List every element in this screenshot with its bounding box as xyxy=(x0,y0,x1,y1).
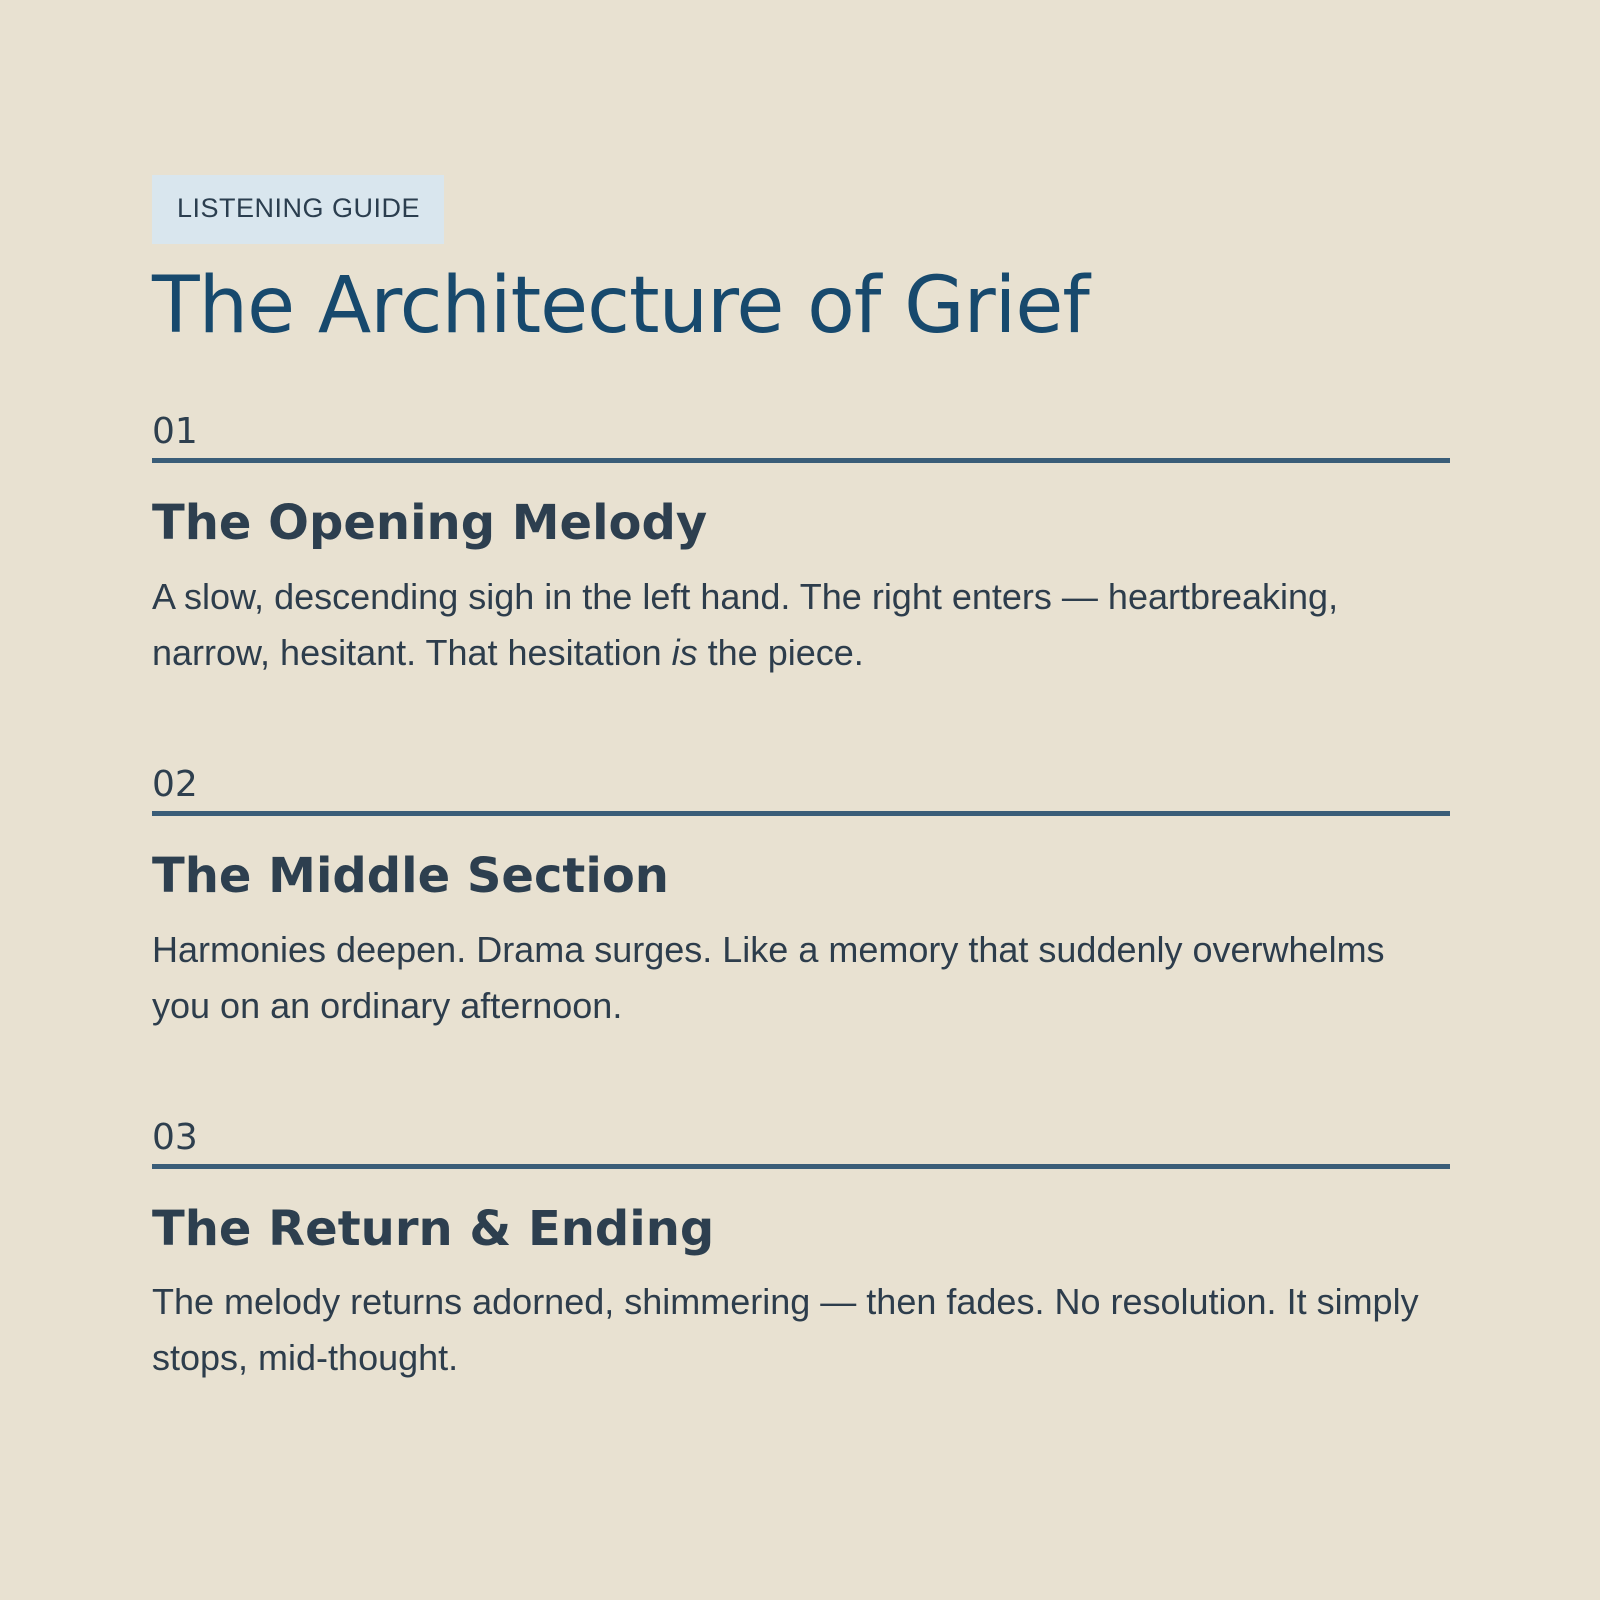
section-number: 02 xyxy=(152,763,198,805)
section-heading: The Return & Ending xyxy=(152,1200,715,1257)
section-divider xyxy=(152,1164,1450,1169)
section-description-emphasis: is xyxy=(671,631,698,673)
section-description-after-emphasis: the piece. xyxy=(697,631,864,673)
section-heading: The Middle Section xyxy=(152,847,669,904)
section-divider xyxy=(152,458,1450,463)
section-description-before-emphasis: A slow, descending sigh in the left hand. The right enters — heartbreaking, narrow, hesitant. That hesitation xyxy=(152,575,1339,673)
section-number: 01 xyxy=(152,411,198,453)
section-heading: The Opening Melody xyxy=(152,495,708,552)
section-middle-section xyxy=(152,753,1450,1034)
section-description xyxy=(152,569,1450,681)
section-opening-melody xyxy=(152,400,1450,681)
listening-guide-page xyxy=(152,175,1450,1386)
listening-guide-badge: LISTENING GUIDE xyxy=(152,175,444,244)
section-description: The melody returns adorned, shimmering — then fades. No resolution. It simply stops, mid-thought. xyxy=(152,1281,1419,1379)
section-number: 03 xyxy=(152,1116,198,1158)
section-description: Harmonies deepen. Drama surges. Like a memory that suddenly overwhelms you on an ordinary afternoon. xyxy=(152,928,1385,1026)
page-title: The Architecture of Grief xyxy=(152,261,1089,351)
section-divider xyxy=(152,811,1450,816)
section-return-ending xyxy=(152,1106,1450,1387)
